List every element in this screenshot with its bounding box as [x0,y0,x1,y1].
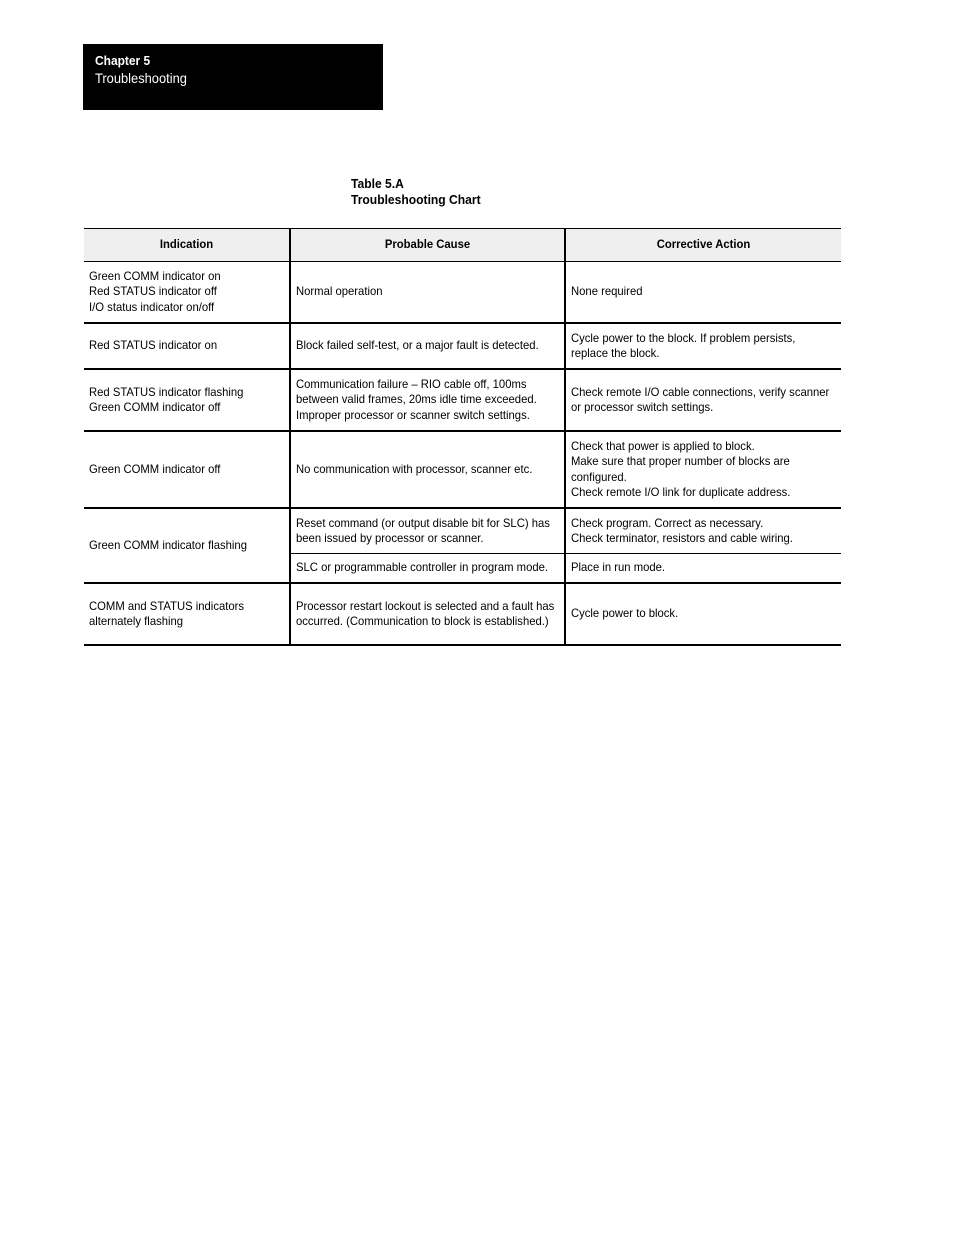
table-header-row [84,229,841,262]
table-caption [351,176,490,208]
action-cell: Cycle power to the block. If problem persists, replace the block. [565,323,841,369]
action-cell: Check program. Correct as necessary. Check terminator, resistors and cable wiring. [565,508,841,554]
cause-cell: Processor restart lockout is selected and a fault has occurred. (Communication to block is established.) [290,583,565,645]
action-cell: Place in run mode. [565,554,841,584]
indication-cell: COMM and STATUS indicators alternately flashing [84,583,290,645]
column-header-corrective-action: Corrective Action [565,229,841,262]
table-row [84,508,841,554]
table-row [84,369,841,431]
column-header-probable-cause: Probable Cause [290,229,565,262]
table-row [84,323,841,369]
action-cell: Cycle power to block. [565,583,841,645]
table-row [84,431,841,508]
action-cell: Check remote I/O cable connections, verify scanner or processor switch settings. [565,369,841,431]
cause-cell: Reset command (or output disable bit for SLC) has been issued by processor or scanner. [290,508,565,554]
column-header-indication: Indication [84,229,290,262]
cause-cell: No communication with processor, scanner etc. [290,431,565,508]
table-row [84,583,841,645]
cause-cell: SLC or programmable controller in program mode. [290,554,565,584]
cause-cell: Normal operation [290,262,565,324]
troubleshooting-table [84,228,841,646]
chapter-header [83,44,383,110]
table-title: Troubleshooting Chart [351,192,481,207]
indication-cell: Red STATUS indicator on [84,323,290,369]
indication-cell: Green COMM indicator on Red STATUS indicator off I/O status indicator on/off [84,262,290,324]
chapter-title: Troubleshooting [95,70,187,86]
indication-cell: Green COMM indicator off [84,431,290,508]
cause-cell: Block failed self-test, or a major fault is detected. [290,323,565,369]
chapter-number: Chapter 5 [95,53,151,68]
action-cell: None required [565,262,841,324]
action-cell: Check that power is applied to block. Make sure that proper number of blocks are configured. Check remote I/O link for duplicate address. [565,431,841,508]
indication-cell: Green COMM indicator flashing [84,508,290,583]
table-row [84,262,841,324]
cause-cell: Communication failure – RIO cable off, 100ms between valid frames, 20ms idle time exceeded. Improper processor or scanner switch settings. [290,369,565,431]
indication-cell: Red STATUS indicator flashing Green COMM indicator off [84,369,290,431]
table-label: Table 5.A [351,176,404,191]
